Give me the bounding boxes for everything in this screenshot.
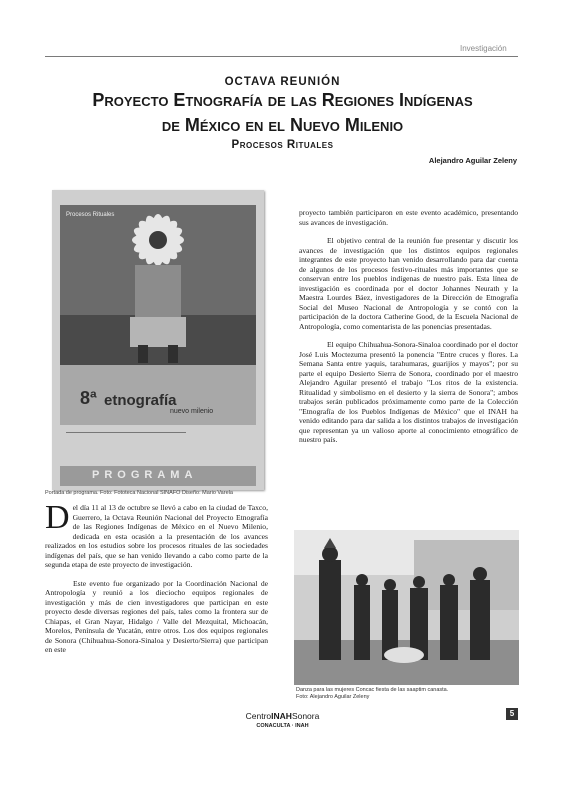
footer-brand-bold: INAH xyxy=(271,711,292,721)
article-kicker: OCTAVA REUNIÓN xyxy=(224,76,341,88)
cover-caption: Portada de programa. Foto: Fototeca Nacional SINAFO Diseño: Mario Varela xyxy=(45,490,233,496)
cover-series-label: Procesos Rituales xyxy=(66,212,115,218)
section-tag: Investigación xyxy=(460,44,507,53)
paragraph: Este evento fue organizado por la Coordinación Nacional de Antropología y reunió a los dieciocho equipos regionales de investigación y más de cien investigadores que participan en este proyecto desde diversas regiones del país, tales como la frontera sur de Chiapas, el Gran Nayar, Hidalgo / Valle del Mezquital, Michoacán, Morelos, Península de Yucatán, entre otros. Los dos equipos regionales de Sonora (Chihuahua-Sonora-Sinaloa y Desierto/Sierra) que participan en este xyxy=(45,578,268,654)
paragraph-text: el día 11 al 13 de octubre se llevó a cabo en la ciudad de Taxco, Guerrero, la Octava Reunión Nacional del Proyecto Etnografía de las Regiones Indígenas de México en el Nuevo Milenio, dedicada en esta ocasión a la presentación de los avances realizados en los estudios sobre los procesos rituales de las sociedades indígenas del país, que se han venido llevando a cabo como parte de la segunda etapa de este proyecto de investigación. xyxy=(45,503,268,569)
cover-program-label: PROGRAMA xyxy=(92,469,198,481)
paragraph: El equipo Chihuahua-Sonora-Sinaloa coordinado por el doctor José Luis Moctezuma presentó la ponencia "Entre cruces y flores. La Semana Santa entre yaquis, tarahumaras, guarijíos y mayos"; por su parte el equipo Desierto Sierra de Sonora, coordinado por el maestro Alejandro Aguilar presentó el trabajo "Los ritos de la existencia. Ritualidad y simbolismo en el desierto y la sierra de Sonora"; ambos trabajos serán publicados próximamente como parte de la Colección "Etnografía de los Pueblos Indígenas de México" que el INAH ha venido editando para dar salida a los distintos trabajos de investigación que representan ya un valioso aporte al conocimiento etnográfico de nuestro país. xyxy=(299,340,518,444)
photo-credit: Foto: Alejandro Aguilar Zeleny xyxy=(296,694,370,700)
article-subtitle: Procesos Rituales xyxy=(231,139,334,151)
cover-divider xyxy=(66,432,186,443)
cover-photo xyxy=(60,205,256,365)
cover-number: 8ª xyxy=(80,388,97,408)
paragraph: El objetivo central de la reunión fue presentar y discutir los avances de investigación que los distintos equipos regionales integrantes de este proyecto han venido desarrollando para dar cuenta de algunos de los procesos festivo-rituales más importantes que se conservan entre los pueblos indígenas de nuestro país. Esta línea de investigación es coordinada por el doctor Johannes Neurath y la Maestra Lourdes Báez, investigadores de la Dirección de Etnografía Social del Museo Nacional de Antropología y se contó con la participación de la doctora Catherine Good, de la Escuela Nacional de Antropología, como comentarista de las ponencias presentadas. xyxy=(299,236,518,331)
body-column-right xyxy=(299,208,518,454)
cover-brand: etnografía xyxy=(104,392,177,409)
flower-figure-illustration xyxy=(60,205,256,365)
paragraph: proyecto también participaron en este evento académico, presentando sus avances de investigación. xyxy=(299,208,518,227)
article-title-line2: de México en el Nuevo Milenio xyxy=(161,115,404,135)
photo-caption-line: Danza para las mujeres Concac fiesta de las saaptim canasta. xyxy=(296,687,449,693)
top-rule xyxy=(45,56,518,57)
footer-sub-brand: CONACULTA · INAH xyxy=(256,723,309,729)
paragraph xyxy=(45,499,268,570)
article-author: Alejandro Aguilar Zeleny xyxy=(428,156,517,165)
cover-brand-sub: nuevo milenio xyxy=(170,408,214,415)
footer-brand-pre: Centro xyxy=(245,711,272,721)
body-column-left xyxy=(45,499,268,664)
page-number: 5 xyxy=(506,708,518,720)
footer-brand-post: Sonora xyxy=(291,711,320,721)
photo-caption xyxy=(296,687,448,701)
article-title-line1: Proyecto Etnografía de las Regiones Indígenas xyxy=(92,90,473,110)
dance-photo xyxy=(294,530,519,685)
drop-cap: D xyxy=(45,499,70,536)
dance-scene-illustration xyxy=(294,530,519,685)
footer-brand xyxy=(0,711,565,721)
